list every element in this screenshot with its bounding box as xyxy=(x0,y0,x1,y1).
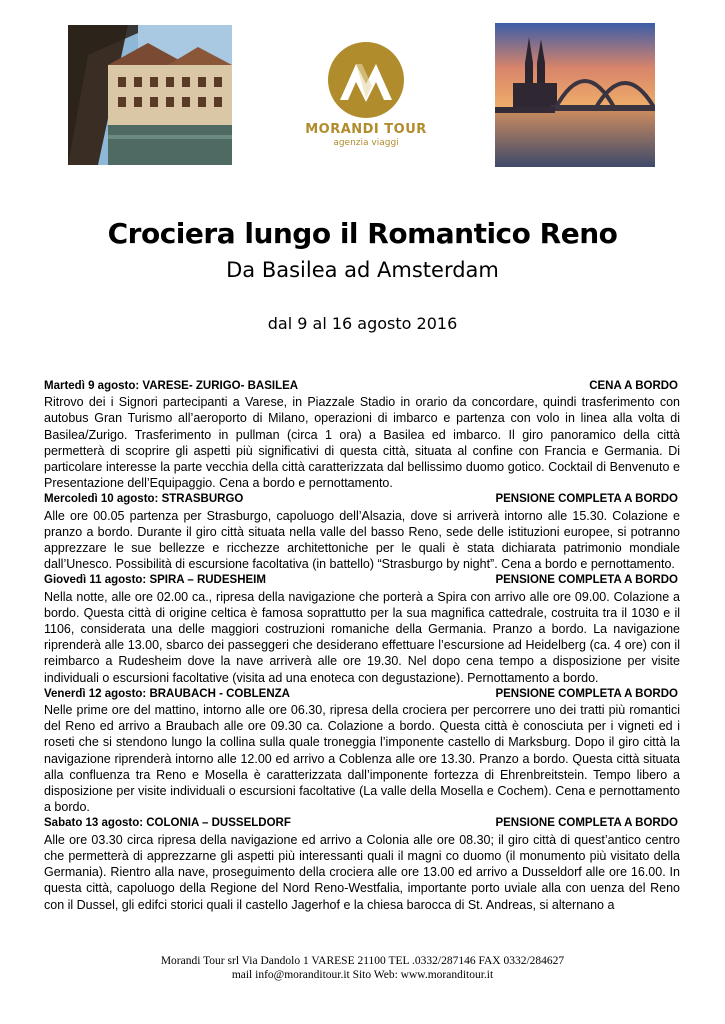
day-heading: Mercoledì 10 agosto: STRASBURGO xyxy=(44,493,244,506)
day-heading-row xyxy=(44,491,680,507)
day-description: Alle ore 03.30 circa ripresa della navigazione ed arrivo a Colonia alle ore 08.30; il giro città di quest’antico centro che permetterà di apprezzarne gli aspetti più interessanti quali il magni co duomo (il monumento più visitato della Germania). Rientro alla nave, proseguimento della crociera alle ore 13.00 ed arrivo a Dusseldorf alle ore 16.00. In questa città, capoluogo della Regione del Nord Reno-Westfalia, importante porto uviale alla con uenza del Reno con il Dussel, gli edifci storici quali il castello Jagerhof e la chiesa barocca di St. Andreas, si alternano a xyxy=(44,832,680,912)
day-description: Alle ore 00.05 partenza per Strasburgo, capoluogo dell’Alsazia, dove si arriverà intorno alle 15.30. Colazione e pranzo a bordo. Durante il giro città situata nella valle del basso Reno, sede delle istituzioni europee, si potranno apprezzare le sue bellezze e ricchezze architettoniche per le quali è stata dichiarata patrimonio mondiale dall’Unesco. Possibilità di escursione facoltativa (in battello) “Strasburgo by night”. Cena a bordo e pernottamento. xyxy=(44,508,680,572)
day-entry xyxy=(44,815,680,912)
footer-contacts: mail info@moranditour.it Sito Web: www.moranditour.it xyxy=(231,969,494,981)
day-entry xyxy=(44,572,680,685)
cologne-photo xyxy=(495,23,655,167)
trip-dates: dal 9 al 16 agosto 2016 xyxy=(267,314,458,333)
itinerary xyxy=(44,378,680,913)
day-heading-row xyxy=(44,686,680,702)
meal-plan: PENSIONE COMPLETA A BORDO xyxy=(495,817,678,830)
day-description: Ritrovo dei i Signori partecipanti a Varese, in Piazzale Stadio in orario da concordare, quindi trasferimento con autobus Gran Turismo all’aeroporto di Milano, operazioni di imbarco e partenza con volo in linea alla volta di Basilea/Zurigo. Trasferimento in pullman (circa 1 ora) a Basilea ed imbarco. Il giro panoramico della città permetterà di scoprire gli aspetti più significativi di questa città, situata al confine con Francia e Germania. Di particolare interesse la parte vecchia della città caratterizzata dal bellissimo duomo gotico. Cocktail di Benvenuto e Presentazione dell’Equipaggio. Cena a bordo e pernottamento. xyxy=(44,395,680,491)
meal-plan: PENSIONE COMPLETA A BORDO xyxy=(495,493,678,506)
day-heading-row xyxy=(44,815,680,831)
day-heading-row xyxy=(44,378,680,394)
day-entry xyxy=(44,378,680,491)
logo-tagline: agenzia viaggi xyxy=(333,138,399,148)
page-title: Crociera lungo il Romantico Reno xyxy=(107,217,618,250)
day-heading-row xyxy=(44,572,680,588)
day-heading: Martedì 9 agosto: VARESE- ZURIGO- BASILEA xyxy=(44,380,299,392)
day-heading: Venerdì 12 agosto: BRAUBACH - COBLENZA xyxy=(44,687,290,700)
day-entry xyxy=(44,686,680,816)
strasbourg-photo xyxy=(68,25,232,165)
meal-plan: PENSIONE COMPLETA A BORDO xyxy=(495,687,678,700)
morandi-tour-logo xyxy=(276,40,456,160)
meal-plan: CENA A BORDO xyxy=(589,380,678,392)
logo-name: MORANDI TOUR xyxy=(305,122,427,137)
logo-mark-icon xyxy=(326,40,406,120)
day-description: Nelle prime ore del mattino, intorno alle ore 06.30, ripresa della crociera per percorrere uno dei tratti più romantici del Reno ed arrivo a Braubach alle ore 09.30 ca. Colazione a bordo. Questa città è conosciuta per i vigneti ed i roseti che si stendono lungo la collina sulla quale troneggia l’imponente castello di Marksburg. Dopo il giro città la navigazione riprenderà intorno alle 12.00 ed arrivo a Coblenza alle ore 13.30. Pranzo a bordo. Questa città situata alla confluenza tra Reno e Mosella è caratterizzata dall’imponente fortezza di Ehrenbreitstein. Tempo libero a disposizione per visite individuali o escursioni facoltative (La valle della Mosella e Cochem). Cena e pernottamento a bordo. xyxy=(44,703,680,815)
day-description: Nella notte, alle ore 02.00 ca., ripresa della navigazione che porterà a Spira con arrivo alle ore 09.00. Colazione a bordo. Questa città di origine celtica è famosa soprattutto per la sua magnifica cattedrale, costruita tra il 1030 e il 1106, considerata una delle maggiori costruzioni romaniche della Germania. Pranzo a bordo. La navigazione riprenderà alle 13.00, sbarco dei passeggeri che desiderano effettuare l’escursione ad Heidelberg (ca. 4 ore) con il reimbarco a Rudesheim dove la nave arriverà alle ore 19.30. Nel dopo cena tempo a disposizione per visite individuali o escursioni facoltative (visita ad una enoteca con degustazione). Pernottamento a bordo. xyxy=(44,589,680,685)
day-heading: Sabato 13 agosto: COLONIA – DUSSELDORF xyxy=(44,817,291,830)
page-footer xyxy=(0,954,725,982)
day-entry xyxy=(44,491,680,572)
footer-address: Morandi Tour srl Via Dandolo 1 VARESE 21100 TEL .0332/287146 FAX 0332/284627 xyxy=(160,955,565,967)
page-subtitle: Da Basilea ad Amsterdam xyxy=(226,258,499,282)
meal-plan: PENSIONE COMPLETA A BORDO xyxy=(495,574,678,587)
day-heading: Giovedì 11 agosto: SPIRA – RUDESHEIM xyxy=(44,574,266,587)
